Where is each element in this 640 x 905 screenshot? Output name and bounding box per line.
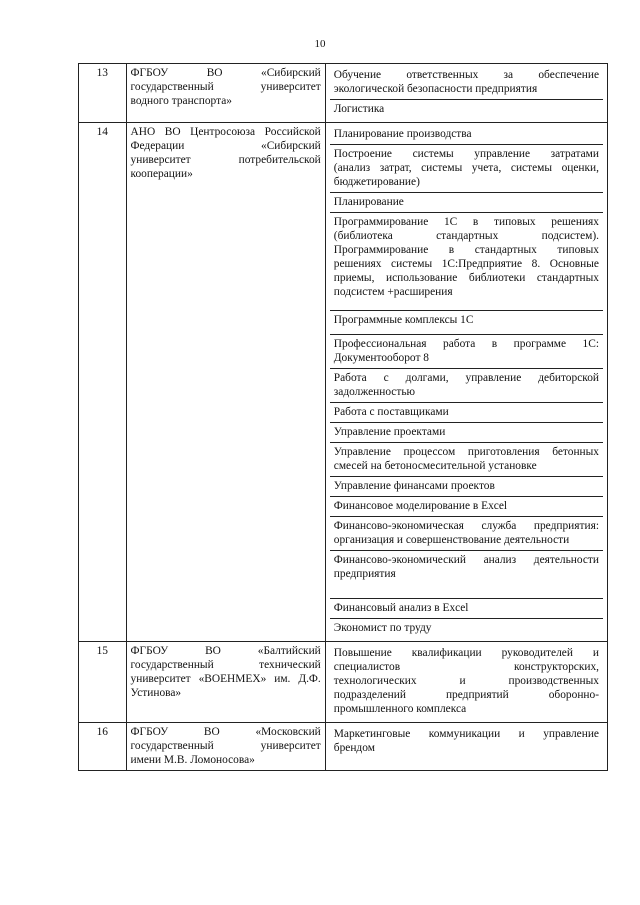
program-line: решениях системы 1С:Предприятие 8. Основные bbox=[333, 258, 599, 270]
program-item bbox=[330, 725, 603, 758]
organization-line: АНО ВО Центросоюза Российской bbox=[130, 126, 321, 138]
program-line: Планирование bbox=[333, 196, 404, 208]
program-line: Программирование 1С в типовых решениях bbox=[333, 216, 599, 228]
table-row bbox=[79, 123, 608, 642]
program-line: приемы, использование библиотеки стандартных bbox=[333, 272, 599, 284]
program-line: Финансово-экономический анализ деятельности bbox=[333, 554, 599, 566]
program-line: Управление проектами bbox=[333, 426, 446, 438]
program-line: Финансовый анализ в Excel bbox=[333, 602, 469, 614]
program-item bbox=[330, 619, 603, 638]
program-line: подразделений предприятий оборонно- bbox=[333, 689, 599, 701]
row-number: 16 bbox=[79, 723, 127, 771]
program-item bbox=[330, 193, 603, 213]
program-line: Финансовое моделирование в Excel bbox=[333, 500, 508, 512]
organization-line: университет потребительской bbox=[130, 154, 321, 166]
program-line: Работа с долгами, управление дебиторской bbox=[333, 372, 599, 384]
organization-line: университет «ВОЕНМЕХ» им. Д.Ф. bbox=[130, 673, 321, 685]
organization-line: водного транспорта» bbox=[130, 95, 232, 107]
program-item bbox=[330, 517, 603, 551]
program-line: Профессиональная работа в программе 1С: bbox=[333, 338, 599, 350]
program-line: Обучение ответственных за обеспечение bbox=[333, 69, 599, 81]
program-item bbox=[330, 66, 603, 100]
programs-table bbox=[78, 63, 608, 771]
program-line: подсистем +расширения bbox=[333, 286, 453, 298]
program-line: Работа с поставщиками bbox=[333, 406, 449, 418]
row-number: 13 bbox=[79, 64, 127, 123]
program-item bbox=[330, 551, 603, 599]
program-line: Финансово-экономическая служба предприятия: bbox=[333, 520, 599, 532]
program-line: Построение системы управление затратами bbox=[333, 148, 599, 160]
row-number: 14 bbox=[79, 123, 127, 642]
program-list bbox=[325, 123, 607, 642]
program-item bbox=[330, 497, 603, 517]
program-line: Программирование в стандартных типовых bbox=[333, 244, 599, 256]
program-line: смесей на бетоносмесительной установке bbox=[333, 460, 537, 472]
organization-name bbox=[126, 64, 325, 123]
program-list bbox=[325, 64, 607, 123]
organization-name bbox=[126, 723, 325, 771]
program-item bbox=[330, 335, 603, 369]
program-line: Программные комплексы 1С bbox=[333, 314, 474, 326]
organization-line: ФГБОУ ВО «Московский bbox=[130, 726, 321, 738]
program-item bbox=[330, 644, 603, 719]
program-line: Документооборот 8 bbox=[333, 352, 429, 364]
program-item bbox=[330, 311, 603, 335]
program-item bbox=[330, 100, 603, 119]
program-line: Управление процессом приготовления бетонных bbox=[333, 446, 599, 458]
program-line: бюджетирование) bbox=[333, 176, 420, 188]
program-line: технологических и производственных bbox=[333, 675, 599, 687]
program-list bbox=[325, 723, 607, 771]
program-line: (анализ затрат, системы учета, системы оценки, bbox=[333, 162, 599, 174]
organization-line: государственный технический bbox=[130, 659, 321, 671]
organization-name bbox=[126, 123, 325, 642]
organization-name bbox=[126, 642, 325, 723]
program-list bbox=[325, 642, 607, 723]
organization-line: государственный университет bbox=[130, 740, 321, 752]
program-line: брендом bbox=[333, 742, 375, 754]
program-item bbox=[330, 369, 603, 403]
program-item bbox=[330, 403, 603, 423]
program-line: организация и совершенствование деятельности bbox=[333, 534, 570, 546]
program-line: промышленного комплекса bbox=[333, 703, 467, 715]
program-item bbox=[330, 477, 603, 497]
program-line: Маркетинговые коммуникации и управление bbox=[333, 728, 599, 740]
table-row bbox=[79, 64, 608, 123]
program-line: Экономист по труду bbox=[333, 622, 432, 634]
program-item bbox=[330, 213, 603, 311]
organization-line: государственный университет bbox=[130, 81, 321, 93]
table-row bbox=[79, 723, 608, 771]
program-line: специалистов конструкторских, bbox=[333, 661, 599, 673]
program-line: Управление финансами проектов bbox=[333, 480, 495, 492]
program-line: Логистика bbox=[333, 103, 385, 115]
organization-line: ФГБОУ ВО «Балтийский bbox=[130, 645, 321, 657]
program-item bbox=[330, 423, 603, 443]
organization-line: имени М.В. Ломоносова» bbox=[130, 754, 255, 766]
program-line: Планирование производства bbox=[333, 128, 472, 140]
program-line: экологической безопасности предприятия bbox=[333, 83, 538, 95]
table-row bbox=[79, 642, 608, 723]
program-line: задолженностью bbox=[333, 386, 416, 398]
row-number: 15 bbox=[79, 642, 127, 723]
program-item bbox=[330, 145, 603, 193]
organization-line: кооперации» bbox=[130, 168, 193, 180]
program-line: (библиотека стандартных подсистем). bbox=[333, 230, 599, 242]
program-line: Повышение квалификации руководителей и bbox=[333, 647, 599, 659]
program-line: предприятия bbox=[333, 568, 396, 580]
program-item bbox=[330, 443, 603, 477]
program-item bbox=[330, 125, 603, 145]
program-item bbox=[330, 599, 603, 619]
organization-line: ФГБОУ ВО «Сибирский bbox=[130, 67, 321, 79]
organization-line: Устинова» bbox=[130, 687, 182, 699]
organization-line: Федерации «Сибирский bbox=[130, 140, 321, 152]
page-number: 10 bbox=[314, 38, 326, 50]
